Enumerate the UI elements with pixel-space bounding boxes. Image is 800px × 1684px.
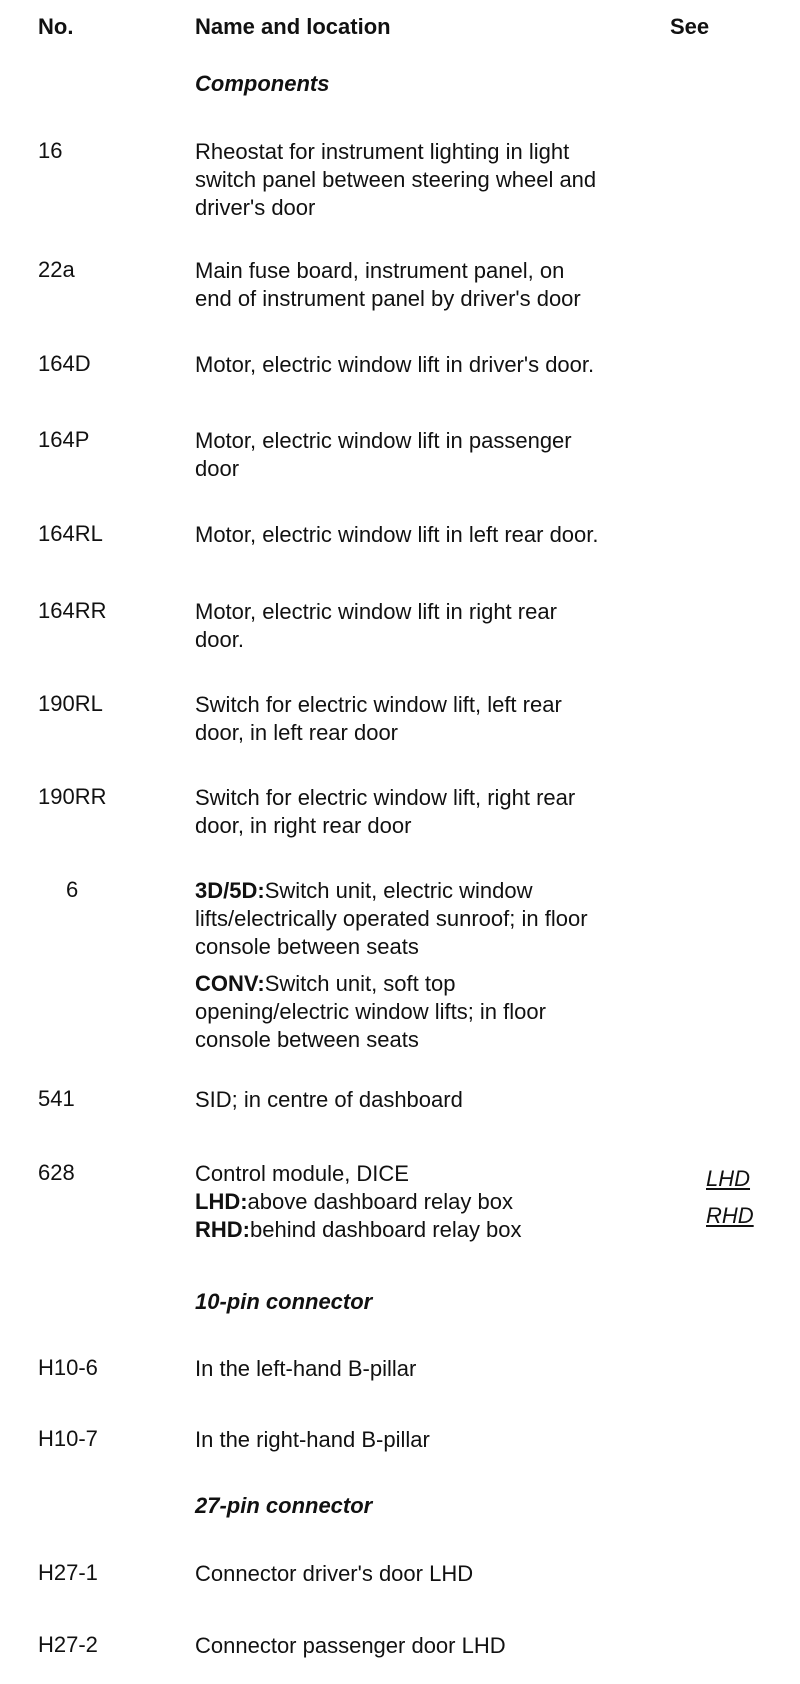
item-description <box>195 970 546 1054</box>
item-description <box>195 1426 430 1454</box>
description-line: SID; in centre of dashboard <box>195 1087 463 1112</box>
description-line: door, in right rear door <box>195 813 412 838</box>
header-see: See <box>670 14 710 39</box>
item-description <box>195 877 588 961</box>
item-description <box>195 1355 416 1383</box>
item-description <box>195 351 594 379</box>
variant-label-conv: CONV: <box>195 971 265 996</box>
description-line: switch panel between steering wheel and <box>195 167 597 192</box>
item-description <box>195 784 575 840</box>
description-line: Switch for electric window lift, left rear <box>195 692 562 717</box>
description-line: end of instrument panel by driver's door <box>195 286 581 311</box>
description-line: driver's door <box>195 195 316 220</box>
see-link-rhd[interactable]: RHD <box>706 1203 754 1228</box>
description-line: Motor, electric window lift in passenger <box>195 428 572 453</box>
item-description <box>195 257 581 313</box>
description-text: above dashboard relay box <box>247 1189 513 1214</box>
section-27-pin-connector: 27-pin connector <box>195 1493 373 1518</box>
header-no: No. <box>38 14 74 39</box>
description-line: door <box>195 456 240 481</box>
variant-label-rhd: RHD: <box>195 1217 250 1242</box>
item-number: 190RR <box>38 784 107 809</box>
description-line: console between seats <box>195 1027 419 1052</box>
item-description <box>195 598 557 654</box>
variant-label-lhd: LHD: <box>195 1189 248 1214</box>
item-number: 164P <box>38 427 90 452</box>
item-description <box>195 1086 463 1114</box>
item-number: H10-7 <box>38 1426 98 1451</box>
item-number: 190RL <box>38 691 103 716</box>
description-line: Connector driver's door LHD <box>195 1561 474 1586</box>
item-number: 628 <box>38 1160 75 1185</box>
item-description <box>195 427 572 483</box>
item-number: 541 <box>38 1086 75 1111</box>
description-line: Connector passenger door LHD <box>195 1633 506 1658</box>
description-line: console between seats <box>195 934 419 959</box>
item-number: 164D <box>38 351 91 376</box>
see-link-lhd[interactable]: LHD <box>706 1166 751 1191</box>
description-line: door. <box>195 627 244 652</box>
item-number: 22a <box>38 257 75 282</box>
section-components: Components <box>195 71 330 96</box>
item-description <box>195 521 599 549</box>
description-line: Switch for electric window lift, right rear <box>195 785 576 810</box>
item-description <box>195 691 562 747</box>
header-name: Name and location <box>195 14 391 39</box>
description-line: In the left-hand B-pillar <box>195 1356 417 1381</box>
description-line: door, in left rear door <box>195 720 399 745</box>
description-line: Control module, DICE <box>195 1161 409 1186</box>
description-text: Switch unit, soft top <box>264 971 456 996</box>
description-text: Switch unit, electric window <box>264 878 533 903</box>
item-number: 6 <box>66 877 79 902</box>
variant-label-3d5d: 3D/5D: <box>195 878 265 903</box>
item-description <box>195 138 596 222</box>
description-line: Motor, electric window lift in driver's door. <box>195 352 595 377</box>
item-description <box>195 1560 473 1588</box>
description-line: opening/electric window lifts; in floor <box>195 999 546 1024</box>
item-description <box>195 1632 506 1660</box>
description-line: Main fuse board, instrument panel, on <box>195 258 565 283</box>
description-line <box>195 1216 522 1244</box>
description-line: Motor, electric window lift in left rear door. <box>195 522 599 547</box>
description-line <box>195 877 588 905</box>
item-number: H27-2 <box>38 1632 98 1657</box>
description-line <box>195 970 546 998</box>
item-number: 164RR <box>38 598 107 623</box>
item-number: H10-6 <box>38 1355 98 1380</box>
section-10-pin-connector: 10-pin connector <box>195 1289 373 1314</box>
item-number: 16 <box>38 138 63 163</box>
description-line: lifts/electrically operated sunroof; in floor <box>195 906 588 931</box>
description-line: In the right-hand B-pillar <box>195 1427 430 1452</box>
description-text: behind dashboard relay box <box>250 1217 522 1242</box>
description-line: Motor, electric window lift in right rear <box>195 599 557 624</box>
item-number: H27-1 <box>38 1560 98 1585</box>
description-line <box>195 1188 522 1216</box>
item-description <box>195 1160 522 1244</box>
description-line: Rheostat for instrument lighting in light <box>195 139 570 164</box>
item-number: 164RL <box>38 521 103 546</box>
